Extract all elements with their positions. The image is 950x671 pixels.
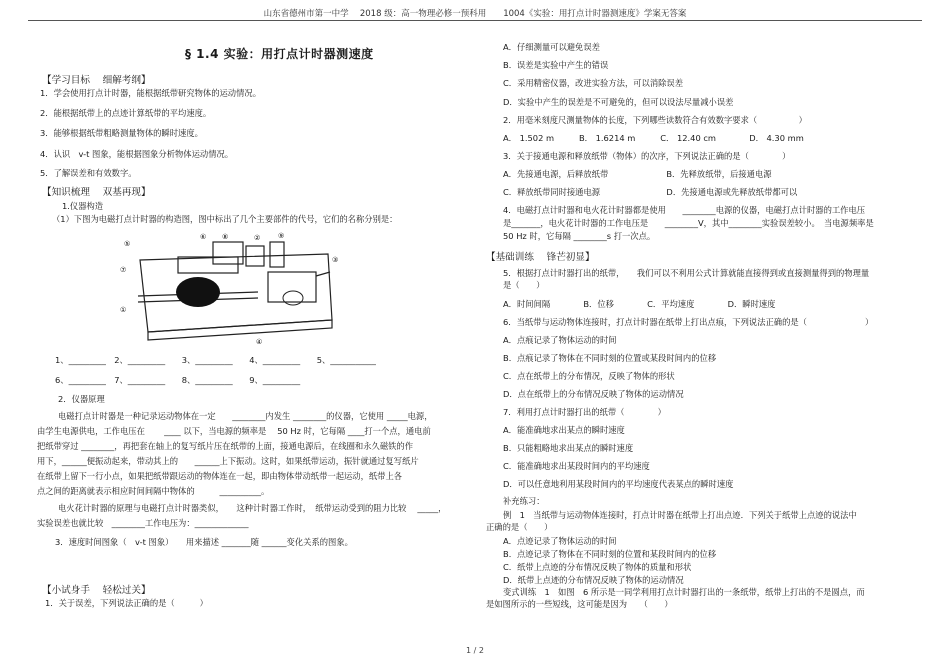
question-3: 3．关于接通电源和释放纸带（物体）的次序，下列说法正确的是（ ） bbox=[503, 151, 791, 161]
diagram-label-7: ⑦ bbox=[120, 266, 127, 274]
example-1-b: B．点迹记录了物体在不同时刻的位置和某段时间内的位移 bbox=[503, 549, 717, 559]
vt-graph-line: 3．速度时间图象（ v-t 图象） 用来描述 _______随 ______变化关系的图象。 bbox=[55, 537, 353, 547]
principle-line-6: 点之间的距离就表示相应时间间隔中物体的 __________。 bbox=[37, 486, 270, 496]
r-line-1: A．仔细测量可以避免误差 bbox=[503, 42, 600, 52]
spark-timer-line-1: 电火花计时器的原理与电磁打点计时器类似， 这种计时器工作时， 纸带运动受到的阻力比较 _____， bbox=[58, 503, 447, 513]
goal-2: 2．能根据纸带上的点迹计算纸带的平均速度。 bbox=[40, 108, 212, 118]
subheading-structure: 1.仪器构造 bbox=[62, 201, 104, 211]
goal-5: 5．了解误差和有效数字。 bbox=[40, 168, 137, 178]
question-6-b: B．点痕记录了物体在不同时刻的位置或某段时间内的位移 bbox=[503, 353, 717, 363]
question-7-d: D．可以任意地利用某段时间内的平均速度代表某点的瞬时速度 bbox=[503, 479, 734, 489]
section-learning-goals: 【学习目标 细解考纲】 bbox=[42, 75, 151, 86]
question-6-d: D．点在纸带上的分布情况反映了物体的运动情况 bbox=[503, 389, 684, 399]
page-title: § 1.4 实验：用打点计时器测速度 bbox=[185, 47, 374, 61]
diagram-label-3: ③ bbox=[332, 256, 339, 264]
example-1: 例 1 当纸带与运动物体连接时，打点计时器在纸带上打出点迹．下列关于纸带上点迹的说法中 bbox=[503, 510, 857, 520]
question-5-cont: 是（ ） bbox=[503, 280, 545, 290]
question-2-options: A． 1.502 m B． 1.6214 m C． 12.40 cm D． 4.30 mm bbox=[503, 133, 804, 143]
section-knowledge: 【知识梳理 双基再现】 bbox=[42, 187, 151, 198]
diagram-label-1: ① bbox=[120, 306, 127, 314]
diagram-label-5: ⑤ bbox=[124, 240, 131, 248]
diagram-label-2: ② bbox=[254, 234, 261, 242]
spark-timer-line-2: 实验误差也就比较 ________工作电压为：_____________ bbox=[37, 518, 249, 528]
question-7-a: A．能准确地求出某点的瞬时速度 bbox=[503, 425, 625, 435]
principle-line-5: 在纸带上留下一行小点，如果把纸带跟运动的物体连在一起，即由物体带动纸带一起运动，纸带上各 bbox=[37, 471, 403, 481]
question-6-c: C．点在纸带上的分布情况，反映了物体的形状 bbox=[503, 371, 675, 381]
question-4-line-2: 是_______，电火花计时器的工作电压是 ________V，其中________实验误差较小。 当电源频率是 bbox=[503, 218, 874, 228]
goal-1: 1．学会使用打点计时器，能根据纸带研究物体的运动情况。 bbox=[40, 88, 261, 98]
example-1-a: A．点迹记录了物体运动的时间 bbox=[503, 536, 617, 546]
principle-line-4: 用下，______便振动起来，带动其上的 ______上下振动。这时，如果纸带运动，振针就通过复写纸片 bbox=[37, 456, 419, 466]
page-number: 1 / 2 bbox=[466, 646, 484, 655]
question-3-options-cd: C．释放纸带同时接通电源 D．先接通电源或先释放纸带都可以 bbox=[503, 187, 798, 197]
r-line-4: D．实验中产生的误差是不可避免的，但可以设法尽量减小误差 bbox=[503, 97, 734, 107]
question-4-line-1: 4．电磁打点计时器和电火花计时器都是使用 ________电源的仪器，电磁打点计时器的工作电压 bbox=[503, 205, 866, 215]
question-5-options: A．时间间隔 B．位移 C．平均速度 D．瞬时速度 bbox=[503, 299, 776, 309]
blanks-row-1: 1、_________ 2、_________ 3、_________ 4、_________ 5、___________ bbox=[55, 355, 376, 365]
section-basic-training: 【基础训练 锋芒初显】 bbox=[486, 252, 595, 263]
question-2: 2．用毫米刻度尺测量物体的长度，下列哪些读数符合有效数字要求（ ） bbox=[503, 115, 807, 125]
extra-practice-title: 补充练习： bbox=[503, 496, 545, 506]
question-6: 6．当纸带与运动物体连接时，打点计时器在纸带上打出点痕，下列说法正确的是（ ） bbox=[503, 317, 874, 327]
blanks-row-2: 6、_________ 7、_________ 8、_________ 9、_________ bbox=[55, 375, 301, 385]
question-3-options-ab: A．先接通电源，后释放纸带 B．先释放纸带，后接通电源 bbox=[503, 169, 772, 179]
header-divider bbox=[28, 20, 922, 21]
example-1-cont: 正确的是（ ） bbox=[486, 522, 553, 532]
principle-line-3: 把纸带穿过 ________，再把套在轴上的复写纸片压在纸带的上面，接通电源后，在线圈和永久磁铁的作 bbox=[37, 441, 414, 451]
principle-line-1: 电磁打点计时器是一种记录运动物体在一定 ________内发生 ________的仪器，它使用 _____电源， bbox=[58, 411, 433, 421]
question-1: 1．关于误差，下列说法正确的是（ ） bbox=[45, 598, 208, 608]
diagram-label-4: ④ bbox=[256, 338, 263, 346]
page-header: 山东省德州市第一中学 2018 级：高一物理必修一预科用 1004《实验：用打点计时器测速度》学案无答案 bbox=[263, 9, 687, 19]
question-6-a: A．点痕记录了物体运动的时间 bbox=[503, 335, 617, 345]
timer-diagram bbox=[118, 232, 348, 347]
question-4-line-3: 50 Hz 时，它每隔 ________s 打一次点。 bbox=[503, 231, 656, 241]
diagram-label-9: ⑨ bbox=[278, 232, 285, 240]
principle-line-2: 由学生电源供电，工作电压在 ____ 以下，当电源的频率是 50 Hz 时，它每隔 ____打一个点，通电前 bbox=[37, 426, 431, 436]
example-1-d: D．纸带上点迹的分布情况反映了物体的运动情况 bbox=[503, 575, 684, 585]
question-7-b: B．只能粗略地求出某点的瞬时速度 bbox=[503, 443, 634, 453]
goal-3: 3．能够根据纸带粗略测量物体的瞬时速度。 bbox=[40, 128, 203, 138]
section-try: 【小试身手 轻松过关】 bbox=[42, 585, 151, 596]
r-line-2: B．误差是实验中产生的错误 bbox=[503, 60, 609, 70]
r-line-3: C．采用精密仪器，改进实验方法，可以消除误差 bbox=[503, 78, 684, 88]
goal-4: 4．认识 v-t 图象，能根据图象分析物体运动情况。 bbox=[40, 149, 234, 159]
subheading-principle: 2．仪器原理 bbox=[58, 394, 105, 404]
question-5: 5．根据打点计时器打出的纸带， 我们可以不利用公式计算就能直接得到或直接测量得到的物理量 bbox=[503, 268, 870, 278]
diagram-label-8: ⑧ bbox=[222, 233, 229, 241]
example-1-c: C．纸带上点迹的分布情况反映了物体的质量和形状 bbox=[503, 562, 692, 572]
question-7: 7．利用打点计时器打出的纸带（ ） bbox=[503, 407, 666, 417]
question-7-c: C．能准确地求出某段时间内的平均速度 bbox=[503, 461, 650, 471]
variant-1-cont: 是如图所示的一些短线，这可能是因为 （ ） bbox=[486, 599, 673, 609]
variant-1: 变式训练 1 如图 6 所示是一同学利用打点计时器打出的一条纸带，纸带上打出的不是圆点，而 bbox=[503, 587, 865, 597]
structure-description: （1）下图为电磁打点计时器的构造图，图中标出了几个主要部件的代号，它们的名称分别是： bbox=[52, 214, 398, 224]
diagram-label-6: ⑥ bbox=[200, 233, 207, 241]
